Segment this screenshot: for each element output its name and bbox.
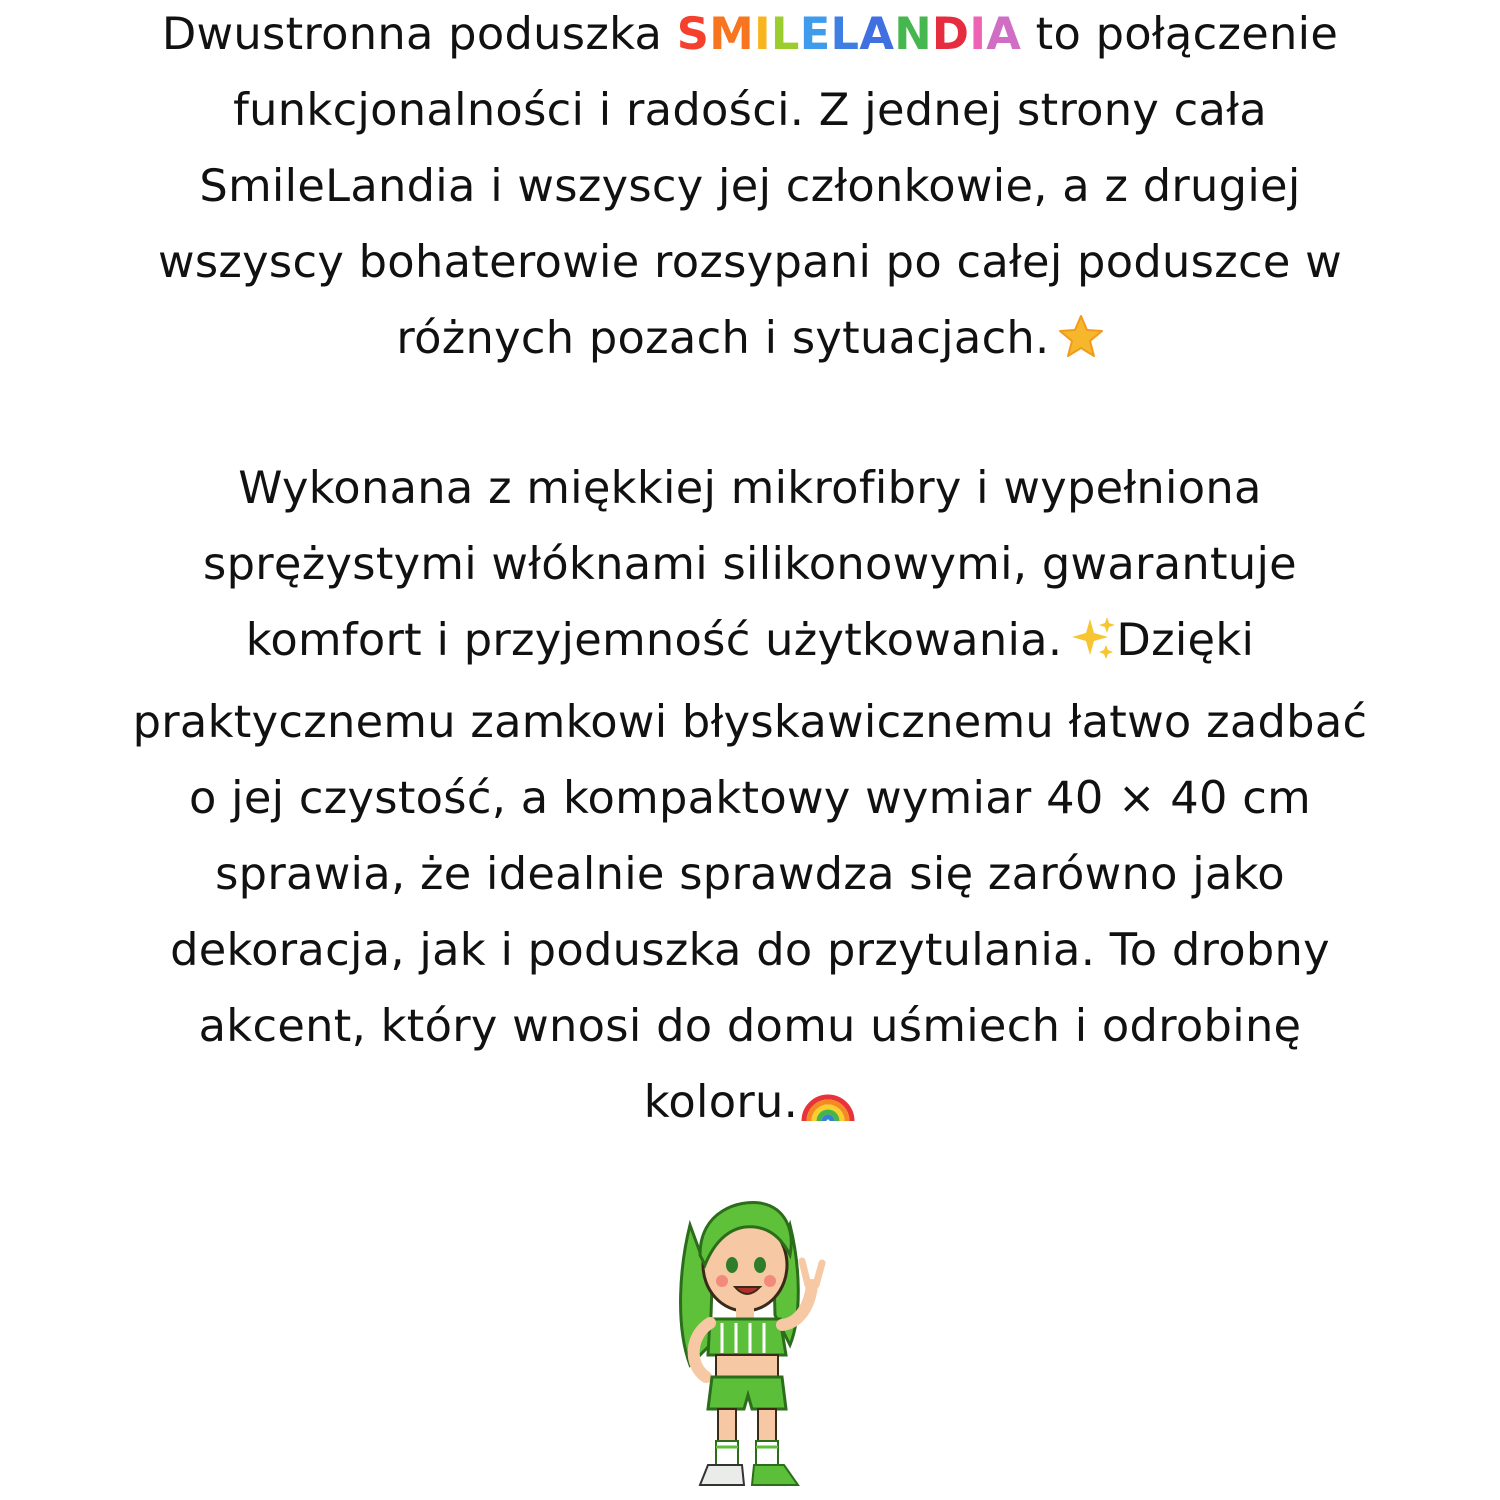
paragraph-intro-line-5	[0, 300, 1500, 382]
brand-letter: N	[894, 8, 932, 60]
brand-letter: I	[969, 8, 987, 60]
line-text-before-brand: Dwustronna poduszka	[161, 8, 677, 60]
brand-letter: I	[753, 8, 771, 60]
paragraph-details-line-8: akcent, który wnosi do domu uśmiech i odrobinę	[198, 1000, 1302, 1052]
rainbow-icon	[800, 1070, 856, 1146]
paragraph-intro-line-2: funkcjonalności i radości. Z jednej strony cała	[233, 84, 1267, 136]
paragraph-details-line-4: praktycznemu zamkowi błyskawicznemu łatwo zadbać	[132, 696, 1368, 748]
mascot-girl-icon	[650, 1195, 850, 1495]
paragraph-details-line-9	[0, 1064, 1500, 1146]
line-text: koloru.	[643, 1076, 799, 1128]
brand-letter: S	[676, 8, 710, 60]
paragraph-details	[0, 450, 1500, 1146]
brand-letter: L	[770, 8, 800, 60]
paragraph-intro-line-3: SmileLandia i wszyscy jej członkowie, a z drugiej	[199, 160, 1301, 212]
paragraph-intro	[0, 0, 1500, 382]
brand-letter: L	[830, 8, 860, 60]
paragraph-details-line-1: Wykonana z miękkiej mikrofibry i wypełniona	[238, 462, 1262, 514]
brand-letter: A	[859, 8, 895, 60]
paragraph-details-line-7: dekoracja, jak i poduszka do przytulania. To drobny	[170, 924, 1330, 976]
line-text-after-brand: to połączenie	[1021, 8, 1339, 60]
paragraph-details-line-2: sprężystymi włóknami silikonowymi, gwarantuje	[203, 538, 1297, 590]
line-text: różnych pozach i sytuacjach.	[396, 312, 1050, 364]
sparkles-icon	[1070, 608, 1116, 684]
brand-letter: A	[986, 8, 1022, 60]
paragraph-intro-line-1	[0, 0, 1500, 72]
paragraph-details-line-5: o jej czystość, a kompaktowy wymiar 40 × 40 cm	[189, 772, 1311, 824]
paragraph-intro-line-4: wszyscy bohaterowie rozsypani po całej poduszce w	[158, 236, 1342, 288]
line-text-after-icon: Dzięki	[1116, 614, 1255, 666]
brand-letter: M	[709, 8, 754, 60]
star-icon	[1058, 306, 1104, 382]
brand-letter: E	[799, 8, 831, 60]
brand-name-smilelandia	[677, 8, 1021, 60]
paragraph-details-line-3	[0, 602, 1500, 684]
paragraph-details-line-6: sprawia, że idealnie sprawdza się zarówno jako	[215, 848, 1285, 900]
brand-letter: D	[931, 8, 970, 60]
line-text-before-icon: komfort i przyjemność użytkowania.	[245, 614, 1063, 666]
